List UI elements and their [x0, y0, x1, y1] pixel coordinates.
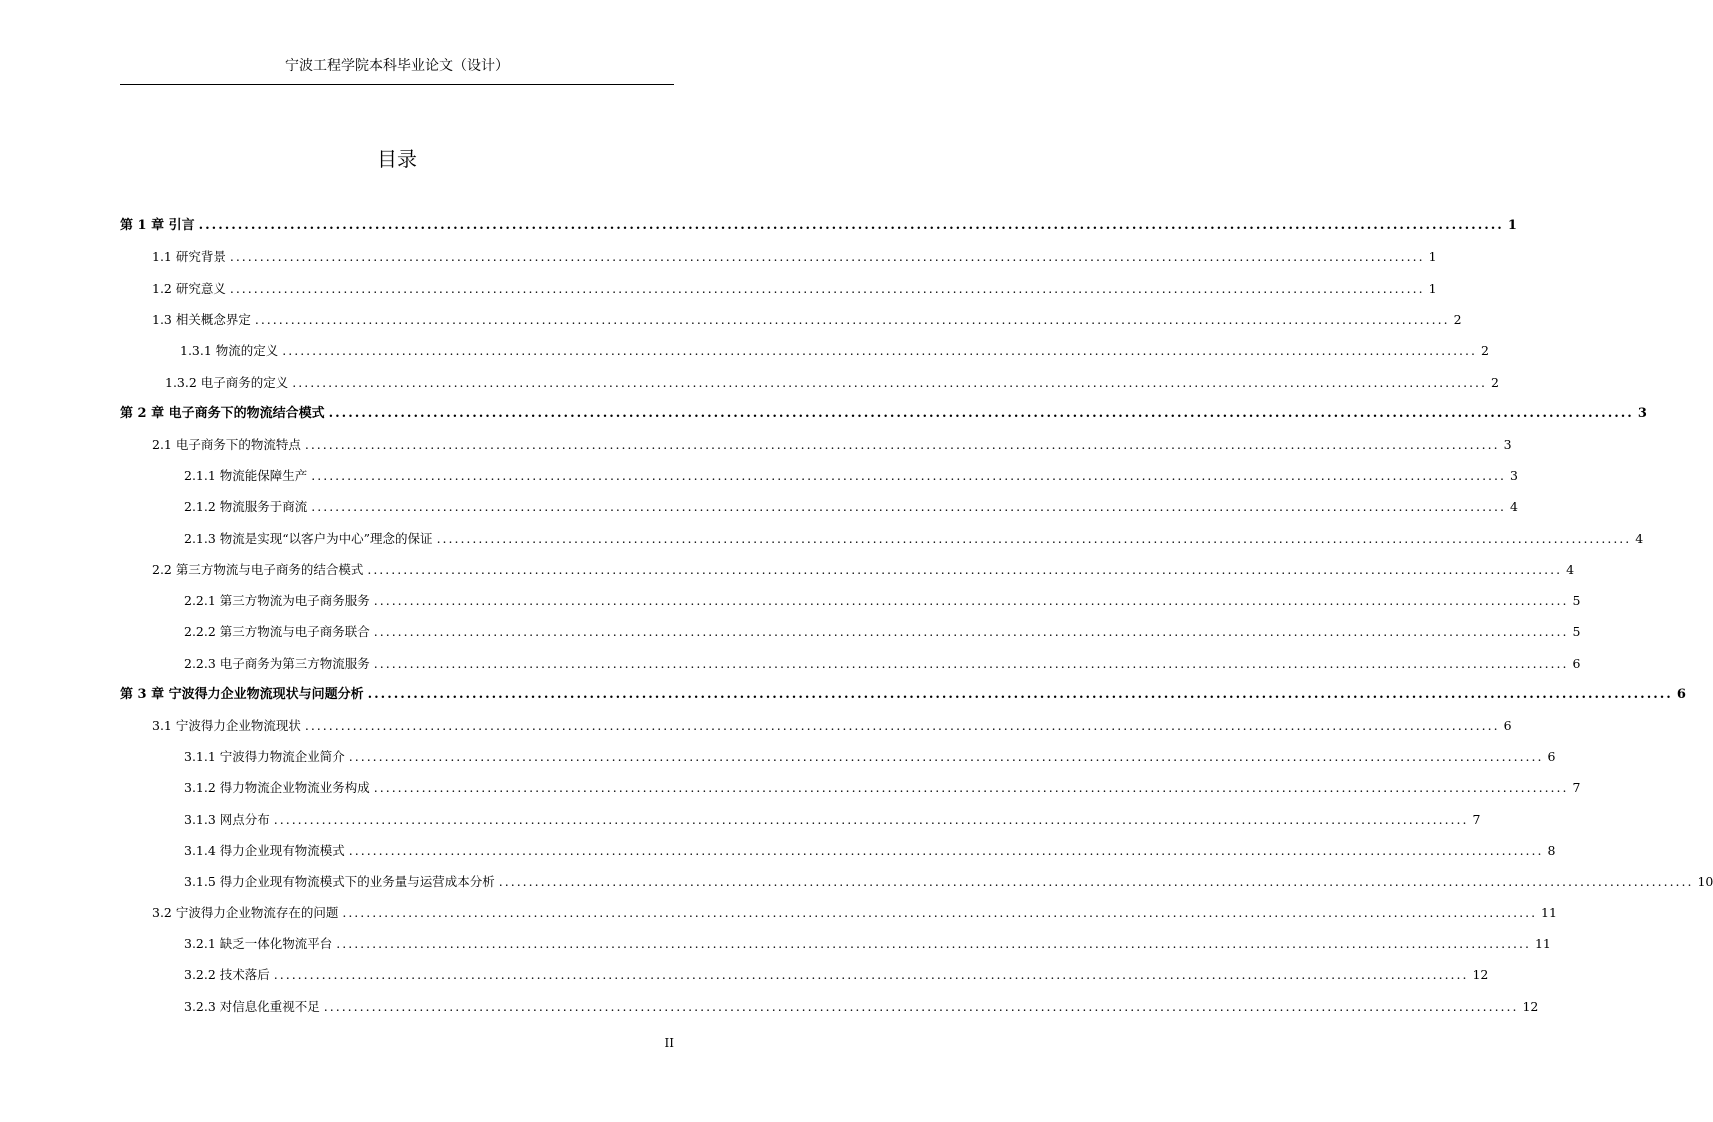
toc-entry-label: 1.3 相关概念界定 [152, 312, 251, 327]
toc-subsection-entry [184, 966, 1489, 984]
toc-leader-dots: ........................................................................................................................................................................................................ [273, 967, 1469, 982]
header-rule [120, 84, 674, 85]
toc-subsection-entry [184, 779, 1581, 797]
toc-entry-label: 3.1.5 得力企业现有物流模式下的业务量与运营成本分析 [184, 874, 495, 889]
toc-chapter-entry [120, 686, 1686, 704]
toc-leader-dots: ........................................................................................................................................................................................................ [373, 593, 1569, 608]
toc-entry-page: 6 [1676, 687, 1686, 702]
toc-subsection-entry [184, 935, 1551, 953]
toc-entry-page: 8 [1547, 843, 1556, 858]
toc-entry-page: 4 [1635, 531, 1644, 546]
toc-subsection-entry [180, 342, 1489, 360]
toc-entry-label: 1.1 研究背景 [152, 249, 226, 264]
toc-leader-dots: ........................................................................................................................................................................................................ [323, 999, 1519, 1014]
toc-chapter-entry [120, 217, 1517, 235]
toc-entry-page: 2 [1481, 343, 1489, 358]
toc-subsection-entry [184, 748, 1556, 766]
toc-leader-dots: ........................................................................................................................................................................................................ [282, 343, 1477, 358]
toc-leader-dots: ........................................................................................................................................................................................................ [373, 780, 1569, 795]
toc-entry-label: 2.2 第三方物流与电子商务的结合模式 [152, 562, 364, 577]
toc-section-entry [152, 717, 1512, 735]
toc-entry-label: 3.2.3 对信息化重视不足 [184, 999, 320, 1014]
toc-subsection-entry [165, 374, 1499, 392]
toc-entry-page: 5 [1572, 624, 1581, 639]
toc-entry-page: 12 [1522, 999, 1539, 1014]
toc-entry-page: 12 [1472, 967, 1489, 982]
toc-entry-label: 2.1.2 物流服务于商流 [184, 499, 308, 514]
toc-entry-label: 1.3.1 物流的定义 [180, 343, 279, 358]
toc-entry-label: 3.2 宁波得力企业物流存在的问题 [152, 905, 339, 920]
toc-leader-dots: ........................................................................................................................................................................................................ [292, 375, 1487, 390]
page-header: 宁波工程学院本科毕业论文（设计） [285, 58, 509, 74]
toc-leader-dots: ........................................................................................................................................................................................................ [436, 531, 1632, 546]
toc-entry-page: 1 [1428, 249, 1437, 264]
toc-entry-label: 2.1.3 物流是实现“以客户为中心”理念的保证 [184, 531, 433, 546]
toc-section-entry [152, 248, 1437, 266]
toc-entry-page: 1 [1428, 281, 1437, 296]
toc-entry-page: 6 [1572, 656, 1581, 671]
toc-subsection-entry [184, 873, 1713, 891]
toc-entry-page: 2 [1453, 312, 1462, 327]
toc-subsection-entry [184, 998, 1539, 1016]
toc-section-entry [152, 561, 1575, 579]
toc-leader-dots: ........................................................................................................................................................................................................ [498, 874, 1694, 889]
toc-entry-label: 2.2.2 第三方物流与电子商务联合 [184, 624, 370, 639]
toc-entry-page: 6 [1503, 718, 1512, 733]
page-number: II [664, 1036, 674, 1050]
toc-leader-dots: ........................................................................................................................................................................................................ [336, 936, 1531, 951]
toc-subsection-entry [184, 530, 1644, 548]
toc-entry-page: 4 [1566, 562, 1575, 577]
toc-entry-label: 第 1 章 引言 [120, 218, 195, 233]
toc-leader-dots: ........................................................................................................................................................................................................ [311, 499, 1506, 514]
toc-leader-dots: ........................................................................................................................................................................................................ [348, 749, 1544, 764]
toc-entry-label: 2.1 电子商务下的物流特点 [152, 437, 301, 452]
toc-entry-page: 2 [1491, 375, 1499, 390]
toc-section-entry [152, 436, 1512, 454]
toc-entry-label: 2.2.3 电子商务为第三方物流服务 [184, 656, 370, 671]
toc-leader-dots: ........................................................................................................................................................................................................ [367, 562, 1563, 577]
toc-title: 目录 [377, 147, 417, 171]
toc-leader-dots: ........................................................................................................................................................................................................ [373, 624, 1569, 639]
toc-entry-label: 1.3.2 电子商务的定义 [165, 375, 289, 390]
toc-entry-label: 3.1.4 得力企业现有物流模式 [184, 843, 345, 858]
toc-entry-label: 3.1.2 得力物流企业物流业务构成 [184, 780, 370, 795]
toc-leader-dots: ........................................................................................................................................................................................................ [198, 218, 1504, 233]
toc-leader-dots: ........................................................................................................................................................................................................ [342, 905, 1538, 920]
toc-entry-label: 第 2 章 电子商务下的物流结合模式 [120, 406, 325, 421]
toc-entry-page: 11 [1534, 936, 1551, 951]
toc-entry-page: 3 [1637, 406, 1647, 421]
toc-entry-label: 3.2.1 缺乏一体化物流平台 [184, 936, 333, 951]
toc-leader-dots: ........................................................................................................................................................................................................ [367, 687, 1673, 702]
toc-leader-dots: ........................................................................................................................................................................................................ [229, 249, 1425, 264]
toc-leader-dots: ........................................................................................................................................................................................................ [348, 843, 1544, 858]
toc-entry-label: 3.1.3 网点分布 [184, 812, 270, 827]
toc-entry-page: 6 [1547, 749, 1556, 764]
toc-section-entry [152, 311, 1462, 329]
toc-subsection-entry [184, 467, 1518, 485]
toc-entry-label: 3.2.2 技术落后 [184, 967, 270, 982]
toc-entry-page: 3 [1503, 437, 1512, 452]
toc-leader-dots: ........................................................................................................................................................................................................ [304, 718, 1500, 733]
toc-entry-label: 2.2.1 第三方物流为电子商务服务 [184, 593, 370, 608]
toc-entry-page: 7 [1572, 780, 1581, 795]
toc-entry-page: 4 [1510, 499, 1518, 514]
toc-leader-dots: ........................................................................................................................................................................................................ [254, 312, 1450, 327]
toc-entry-label: 第 3 章 宁波得力企业物流现状与问题分析 [120, 687, 364, 702]
toc-subsection-entry [184, 498, 1518, 516]
toc-leader-dots: ........................................................................................................................................................................................................ [328, 406, 1634, 421]
toc-leader-dots: ........................................................................................................................................................................................................ [373, 656, 1569, 671]
toc-section-entry [152, 904, 1557, 922]
toc-leader-dots: ........................................................................................................................................................................................................ [304, 437, 1500, 452]
toc-entry-page: 1 [1507, 218, 1517, 233]
toc-subsection-entry [184, 655, 1581, 673]
toc-subsection-entry [184, 842, 1556, 860]
toc-chapter-entry [120, 405, 1647, 423]
toc-leader-dots: ........................................................................................................................................................................................................ [273, 812, 1469, 827]
toc-entry-page: 7 [1472, 812, 1481, 827]
toc-entry-label: 3.1.1 宁波得力物流企业简介 [184, 749, 345, 764]
toc-entry-label: 3.1 宁波得力企业物流现状 [152, 718, 301, 733]
toc-entry-label: 2.1.1 物流能保障生产 [184, 468, 308, 483]
toc-subsection-entry [184, 623, 1581, 641]
toc-section-entry [152, 280, 1437, 298]
toc-leader-dots: ........................................................................................................................................................................................................ [229, 281, 1425, 296]
toc-subsection-entry [184, 592, 1581, 610]
toc-entry-page: 10 [1697, 874, 1713, 889]
toc-entry-page: 5 [1572, 593, 1581, 608]
toc-subsection-entry [184, 811, 1481, 829]
toc-entry-label: 1.2 研究意义 [152, 281, 226, 296]
toc-entry-page: 3 [1510, 468, 1518, 483]
toc-entry-page: 11 [1541, 905, 1557, 920]
toc-leader-dots: ........................................................................................................................................................................................................ [311, 468, 1506, 483]
